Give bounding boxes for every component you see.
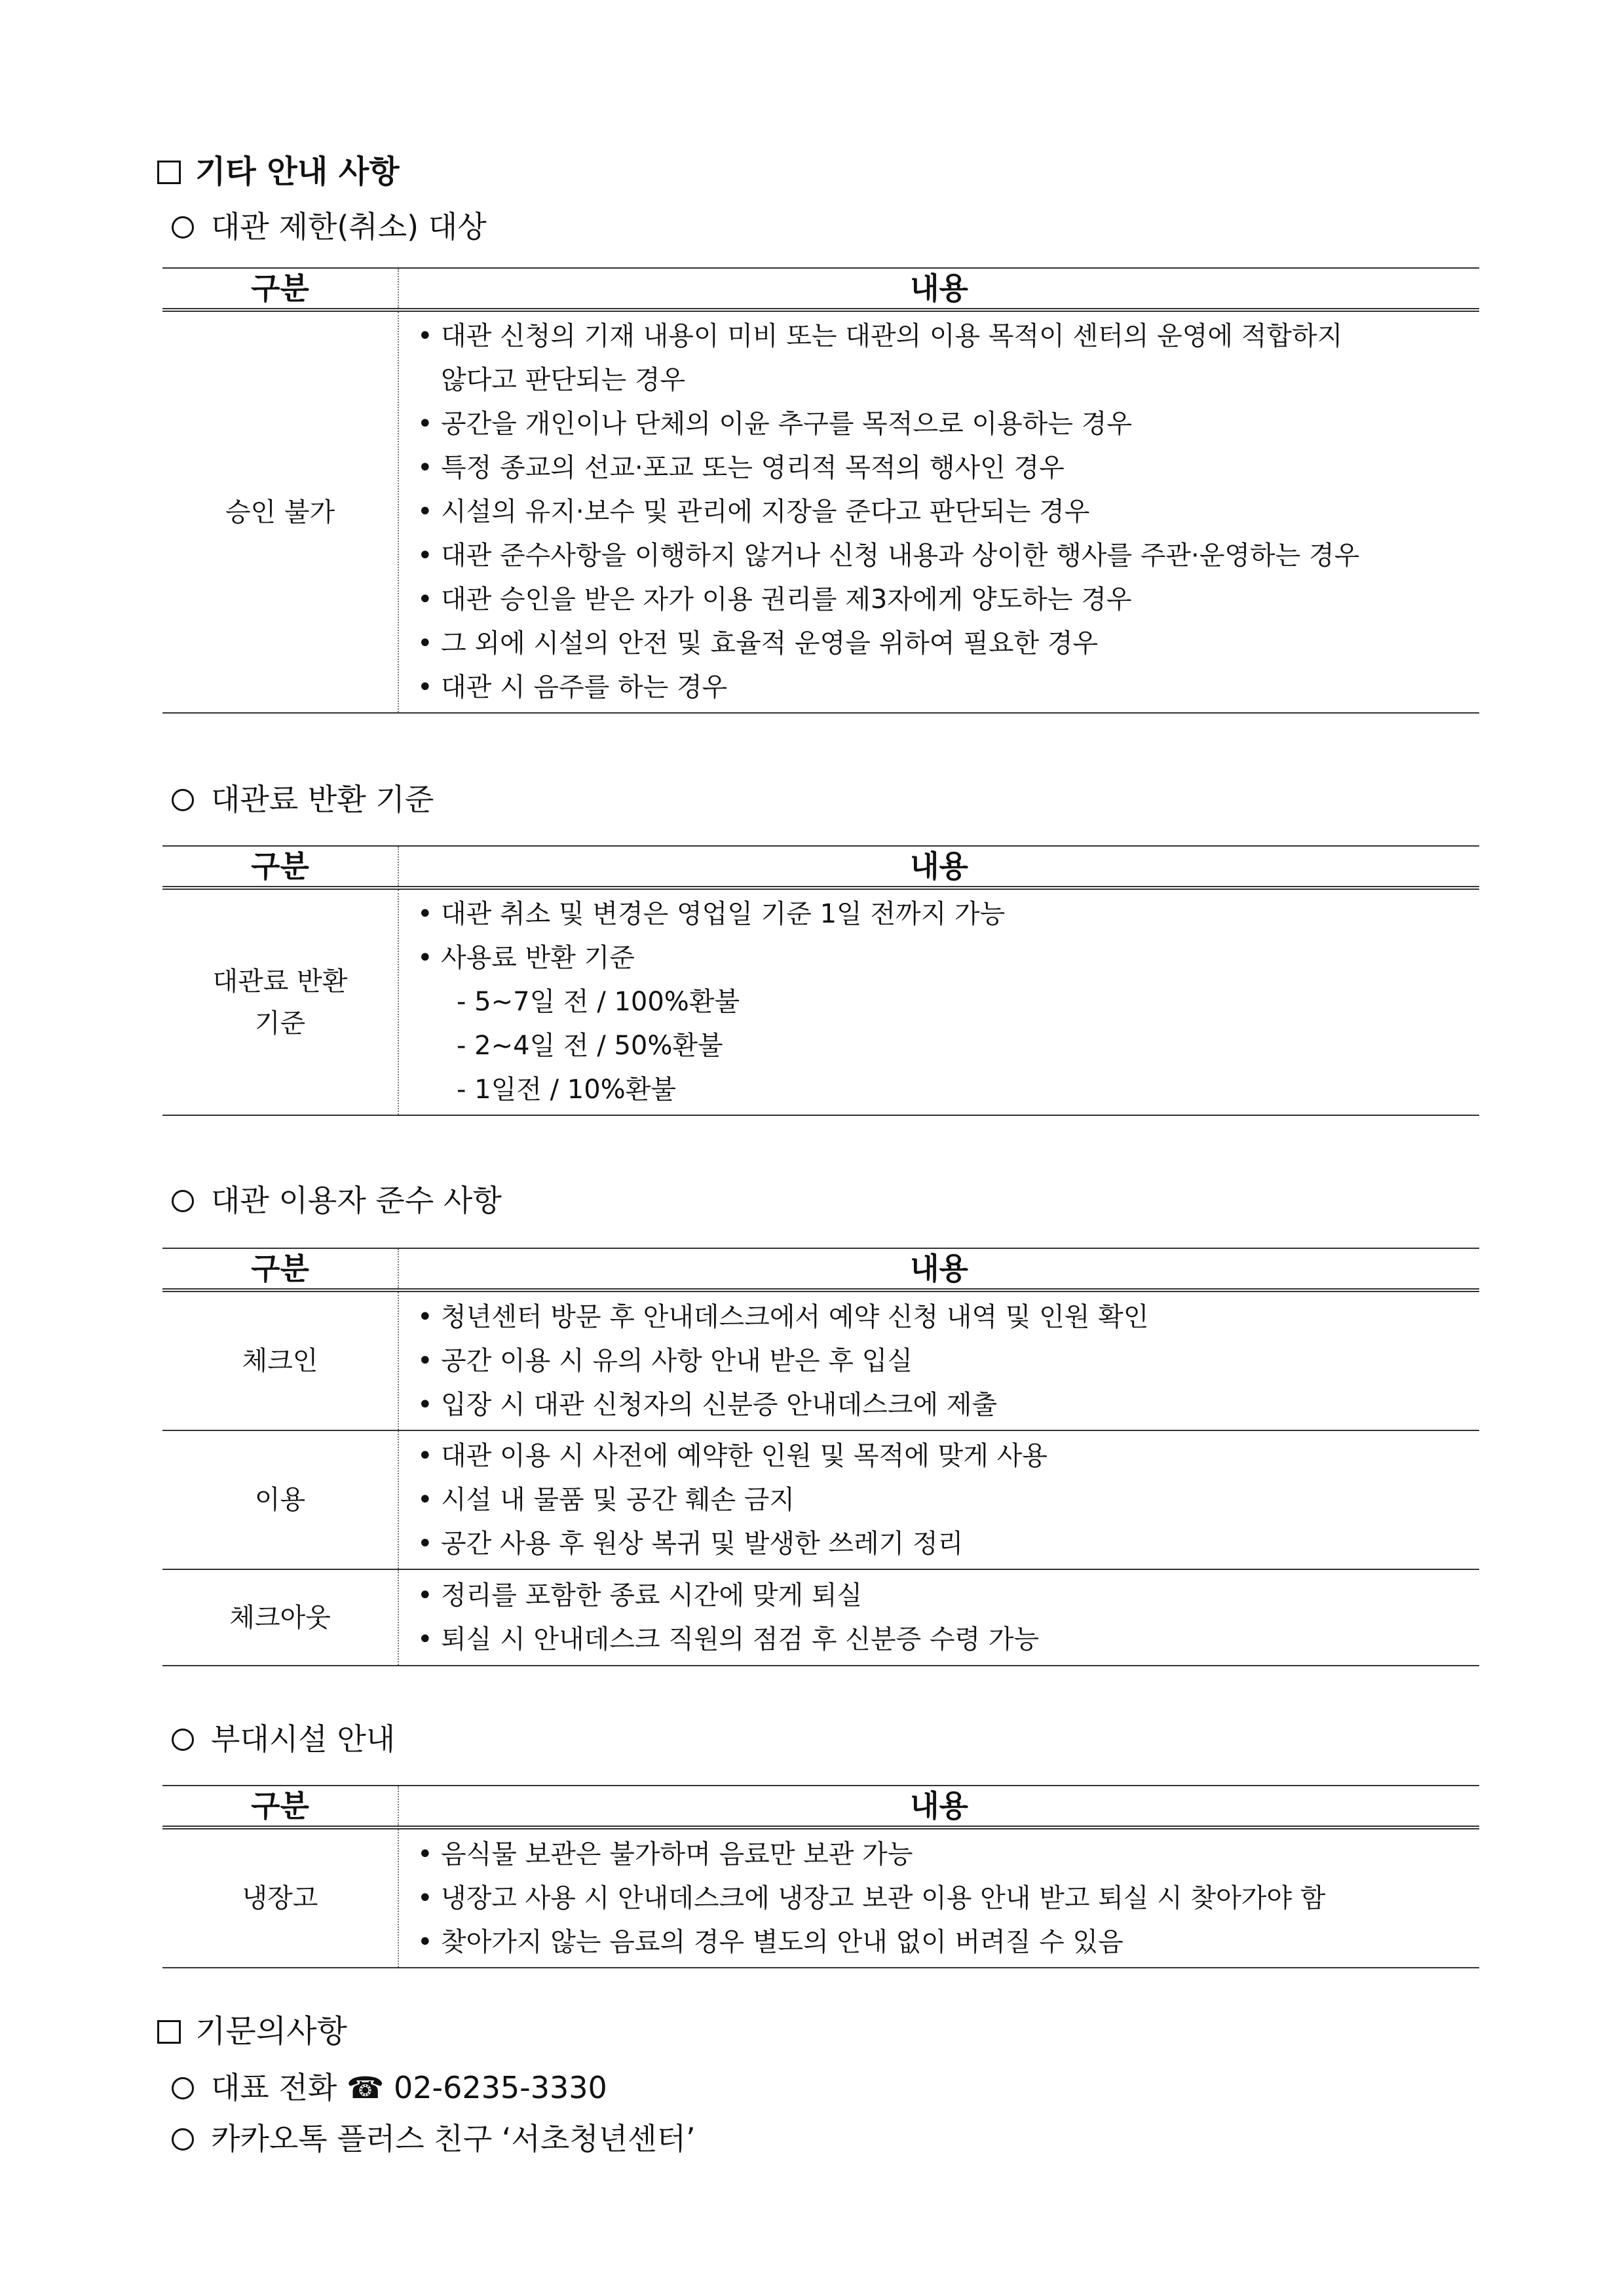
checkbox-square-icon (157, 2020, 181, 2044)
row-label: 체크인 (162, 1290, 398, 1430)
column-header-content: 내용 (398, 1786, 1479, 1827)
sub3-title: 대관 이용자 준수 사항 (211, 1183, 502, 1218)
circle-bullet-icon (172, 2128, 194, 2151)
column-header-category: 구분 (162, 846, 398, 888)
column-header-content: 내용 (398, 846, 1479, 888)
row-content (398, 1290, 1479, 1430)
list-item: • 특정 종교의 선교·포교 또는 영리적 목적의 행사인 경우 (417, 453, 1065, 483)
column-header-content: 내용 (398, 268, 1479, 310)
list-item: • 냉장고 사용 시 안내데스크에 냉장고 보관 이용 안내 받고 퇴실 시 찾아가야 함 (417, 1883, 1326, 1913)
row-content (398, 888, 1479, 1115)
table-row (162, 310, 1479, 713)
sub4-title: 부대시설 안내 (211, 1721, 396, 1757)
row-content (398, 1569, 1479, 1666)
list-item: • 대관 이용 시 사전에 예약한 인원 및 목적에 맞게 사용 (417, 1440, 1048, 1471)
row-content (398, 1827, 1479, 1968)
list-item: • 대관 신청의 기재 내용이 미비 또는 대관의 이용 목적이 센터의 운영에 적합하지 (417, 321, 1343, 351)
row-label: 냉장고 (162, 1827, 398, 1968)
kakao-friend-text: 카카오톡 플러스 친구 ‘서초청년센터’ (211, 2121, 696, 2156)
list-item: • 입장 시 대관 신청자의 신분증 안내데스크에 제출 (417, 1389, 998, 1420)
list-item: • 시설 내 물품 및 공간 훼손 금지 (417, 1484, 795, 1515)
row-label: 승인 불가 (162, 310, 398, 713)
kakao-line (172, 2119, 696, 2158)
list-item-continuation: 않다고 판단되는 경우 (441, 365, 686, 395)
sub1-title: 대관 제한(취소) 대상 (211, 209, 487, 244)
sub2-heading (172, 780, 434, 819)
restriction-table (162, 267, 1479, 714)
circle-bullet-icon (172, 1729, 194, 1751)
telephone-icon: ☎ (347, 2070, 385, 2105)
sub-list-item: - 1일전 / 10%환불 (457, 1075, 676, 1105)
list-item: • 퇴실 시 안내데스크 직원의 점검 후 신분증 수령 가능 (417, 1624, 1040, 1655)
row-label-line: 대관료 반환 (212, 966, 348, 997)
section-etc-heading (157, 152, 400, 191)
list-item: • 시설의 유지·보수 및 관리에 지장을 준다고 판단되는 경우 (417, 497, 1090, 527)
sub1-heading (172, 207, 487, 246)
sub4-heading (172, 1719, 395, 1759)
checkbox-square-icon (157, 161, 181, 184)
table-row (162, 1430, 1479, 1569)
sub3-heading (172, 1181, 502, 1220)
list-item: • 대관 승인을 받은 자가 이용 권리를 제3자에게 양도하는 경우 (417, 584, 1132, 615)
list-item: • 그 외에 시설의 안전 및 효율적 운영을 위하여 필요한 경우 (417, 628, 1099, 659)
list-item: • 음식물 보관은 불가하며 음료만 보관 가능 (417, 1839, 913, 1869)
sub2-title: 대관료 반환 기준 (211, 782, 434, 817)
circle-bullet-icon (172, 1190, 194, 1212)
section-etc-title: 기타 안내 사항 (195, 153, 400, 190)
refund-table (162, 845, 1479, 1116)
phone-line (172, 2068, 607, 2107)
sub-list-item: - 5~7일 전 / 100%환불 (457, 987, 740, 1017)
list-item: • 대관 취소 및 변경은 영업일 기준 1일 전까지 가능 (417, 899, 1006, 929)
table-row (162, 1569, 1479, 1666)
list-item: • 공간 사용 후 원상 복귀 및 발생한 쓰레기 정리 (417, 1528, 964, 1559)
phone-label: 대표 전화 (211, 2070, 337, 2105)
list-item: • 청년센터 방문 후 안내데스크에서 예약 신청 내역 및 인원 확인 (417, 1301, 1149, 1332)
list-item: • 사용료 반환 기준 (417, 943, 635, 973)
list-item: • 공간을 개인이나 단체의 이윤 추구를 목적으로 이용하는 경우 (417, 409, 1133, 439)
circle-bullet-icon (172, 2077, 194, 2099)
list-item: • 공간 이용 시 유의 사항 안내 받은 후 입실 (417, 1345, 913, 1376)
circle-bullet-icon (172, 216, 194, 239)
table-row (162, 1290, 1479, 1430)
rules-table (162, 1248, 1479, 1666)
table-row (162, 888, 1479, 1115)
list-item: • 대관 시 음주를 하는 경우 (417, 672, 728, 702)
list-item: • 찾아가지 않는 음료의 경우 별도의 안내 없이 버려질 수 있음 (417, 1926, 1124, 1957)
row-label: 체크아웃 (162, 1569, 398, 1666)
column-header-category: 구분 (162, 1248, 398, 1290)
row-label: 이용 (162, 1430, 398, 1569)
section-inquiry-heading (157, 2012, 347, 2051)
list-item: • 정리를 포함한 종료 시간에 맞게 퇴실 (417, 1580, 863, 1611)
row-label-line: 기준 (254, 1008, 306, 1039)
section-inquiry-title: 기문의사항 (195, 2013, 347, 2050)
row-content (398, 310, 1479, 713)
phone-number: 02-6235-3330 (393, 2070, 607, 2105)
list-item: • 대관 준수사항을 이행하지 않거나 신청 내용과 상이한 행사를 주관·운영하는 경우 (417, 541, 1360, 571)
facility-table (162, 1785, 1479, 1968)
column-header-category: 구분 (162, 268, 398, 310)
column-header-category: 구분 (162, 1786, 398, 1827)
sub-list-item: - 2~4일 전 / 50%환불 (457, 1031, 723, 1061)
circle-bullet-icon (172, 789, 194, 811)
row-content (398, 1430, 1479, 1569)
table-row (162, 1827, 1479, 1968)
row-label (162, 888, 398, 1115)
column-header-content: 내용 (398, 1248, 1479, 1290)
